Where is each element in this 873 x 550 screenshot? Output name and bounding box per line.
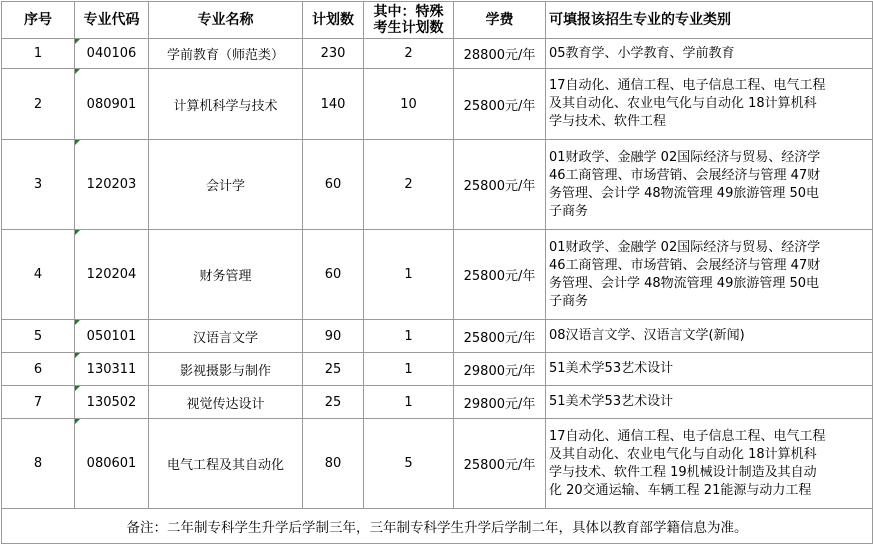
- cell-code: 050101: [75, 320, 149, 353]
- cell-special: 1: [364, 353, 454, 386]
- cell-name: 会计学: [149, 140, 303, 230]
- cell-code: 040106: [75, 39, 149, 69]
- header-special: [364, 2, 454, 39]
- enrollment-table: [1, 1, 873, 544]
- cell-special: 2: [364, 39, 454, 69]
- cell-name: 学前教育（师范类）: [149, 39, 303, 69]
- table-row: [2, 320, 873, 353]
- category-line: 学与技术、软件工程 19机械设计制造及其自动: [549, 464, 817, 480]
- cell-seq: 2: [2, 69, 75, 140]
- cell-code: 130311: [75, 353, 149, 386]
- cell-name: 电气工程及其自动化: [149, 419, 303, 509]
- cell-categories: [546, 320, 873, 353]
- cell-fee: 25800元/年: [454, 320, 546, 353]
- cell-seq: 4: [2, 230, 75, 320]
- header-special-line2: 考生计划数: [373, 20, 444, 36]
- cell-fee: 25800元/年: [454, 140, 546, 230]
- header-fee: 学费: [454, 2, 546, 39]
- cell-name: 财务管理: [149, 230, 303, 320]
- cell-special: 1: [364, 386, 454, 419]
- category-line: 08汉语言文学、汉语言文学(新闻): [549, 328, 745, 343]
- cell-categories: [546, 69, 873, 140]
- header-categories: 可填报该招生专业的专业类别: [546, 2, 873, 39]
- category-line: 学与技术、软件工程: [549, 114, 667, 129]
- cell-fee: 25800元/年: [454, 419, 546, 509]
- header-seq: 序号: [2, 2, 75, 39]
- cell-categories: [546, 230, 873, 320]
- category-line: 51美术学53艺术设计: [549, 394, 674, 409]
- category-line: 46工商管理、市场营销、会展经济与管理 47财: [549, 167, 821, 183]
- cell-seq: 1: [2, 39, 75, 69]
- category-line: 子商务: [549, 293, 589, 309]
- cell-categories: [546, 353, 873, 386]
- header-plan: 计划数: [303, 2, 364, 39]
- cell-name: 视觉传达设计: [149, 386, 303, 419]
- cell-special: 1: [364, 230, 454, 320]
- cell-code: 080601: [75, 419, 149, 509]
- cell-fee: 29800元/年: [454, 353, 546, 386]
- category-line: 子商务: [549, 203, 589, 219]
- category-line: 05教育学、小学教育、学前教育: [549, 45, 735, 61]
- category-line: 化 20交通运输、车辆工程 21能源与动力工程: [549, 482, 812, 498]
- cell-plan: 90: [303, 320, 364, 353]
- header-row: [2, 2, 873, 39]
- header-code: 专业代码: [75, 2, 149, 39]
- cell-plan: 140: [303, 69, 364, 140]
- table-row: [2, 69, 873, 140]
- cell-categories: [546, 386, 873, 419]
- category-line: 务管理、会计学 48物流管理 49旅游管理 50电: [549, 275, 820, 291]
- header-special-line1: 其中：特殊: [373, 4, 444, 20]
- cell-categories: [546, 140, 873, 230]
- cell-special: 10: [364, 69, 454, 140]
- category-line: 51美术学53艺术设计: [549, 361, 674, 376]
- cell-plan: 230: [303, 39, 364, 69]
- cell-fee: 25800元/年: [454, 69, 546, 140]
- cell-plan: 60: [303, 140, 364, 230]
- cell-code: 130502: [75, 386, 149, 419]
- cell-plan: 25: [303, 386, 364, 419]
- cell-special: 1: [364, 320, 454, 353]
- category-line: 01财政学、金融学 02国际经济与贸易、经济学: [549, 239, 821, 255]
- cell-fee: 25800元/年: [454, 230, 546, 320]
- cell-name: 影视摄影与制作: [149, 353, 303, 386]
- note-row: [2, 509, 873, 544]
- cell-code: 080901: [75, 69, 149, 140]
- cell-name: 计算机科学与技术: [149, 69, 303, 140]
- cell-plan: 80: [303, 419, 364, 509]
- cell-name: 汉语言文学: [149, 320, 303, 353]
- category-line: 17自动化、通信工程、电子信息工程、电气工程: [549, 78, 826, 93]
- category-line: 01财政学、金融学 02国际经济与贸易、经济学: [549, 149, 821, 165]
- table-row: [2, 140, 873, 230]
- category-line: 及其自动化、农业电气化与自动化 18计算机科: [549, 96, 817, 111]
- category-line: 务管理、会计学 48物流管理 49旅游管理 50电: [549, 185, 820, 201]
- note-text: 备注：二年制专科学生升学后学制三年，三年制专科学生升学后学制二年，具体以教育部学籍信息为准。: [2, 509, 873, 544]
- cell-seq: 5: [2, 320, 75, 353]
- cell-categories: [546, 419, 873, 509]
- cell-code: 120204: [75, 230, 149, 320]
- cell-plan: 60: [303, 230, 364, 320]
- cell-fee: 29800元/年: [454, 386, 546, 419]
- cell-code: 120203: [75, 140, 149, 230]
- cell-special: 5: [364, 419, 454, 509]
- cell-seq: 6: [2, 353, 75, 386]
- category-line: 及其自动化、农业电气化与自动化 18计算机科: [549, 446, 817, 462]
- cell-categories: [546, 39, 873, 69]
- table-row: [2, 386, 873, 419]
- category-line: 46工商管理、市场营销、会展经济与管理 47财: [549, 257, 821, 273]
- cell-plan: 25: [303, 353, 364, 386]
- table-row: [2, 419, 873, 509]
- cell-seq: 8: [2, 419, 75, 509]
- cell-special: 2: [364, 140, 454, 230]
- header-name: 专业名称: [149, 2, 303, 39]
- cell-fee: 28800元/年: [454, 39, 546, 69]
- table-row: [2, 230, 873, 320]
- category-line: 17自动化、通信工程、电子信息工程、电气工程: [549, 428, 826, 444]
- cell-seq: 7: [2, 386, 75, 419]
- table-row: [2, 353, 873, 386]
- table-row: [2, 39, 873, 69]
- cell-seq: 3: [2, 140, 75, 230]
